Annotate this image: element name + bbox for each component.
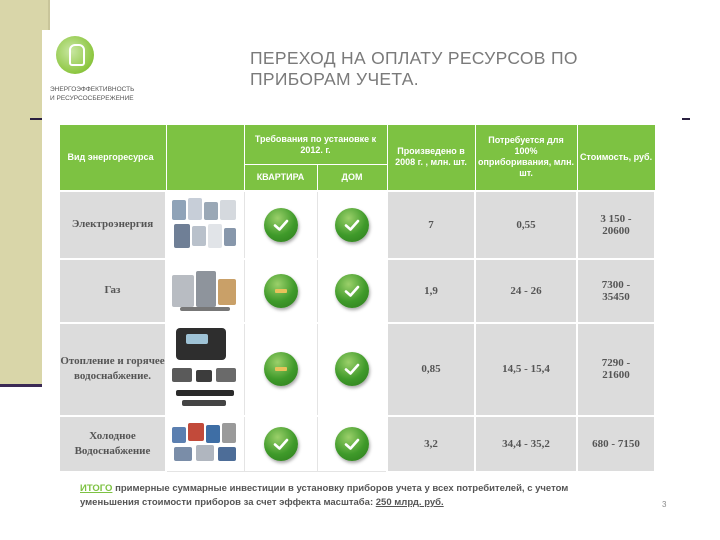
needed-value: 34,4 - 35,2 (475, 416, 577, 472)
resources-table (58, 124, 656, 473)
check-icon (335, 352, 369, 386)
footer-lead: ИТОГО (80, 483, 113, 494)
logo-line-1: ЭНЕРГОЭФФЕКТИВНОСТЬ (50, 86, 135, 93)
table-row (59, 259, 655, 323)
meter-photo (166, 259, 244, 323)
header-resource: Вид энергоресурса (59, 125, 166, 191)
logo-text (50, 86, 150, 103)
footer-amount: 250 млрд. руб. (375, 497, 444, 508)
produced-value: 7 (387, 191, 475, 259)
title-line-2: ПРИБОРАМ УЧЕТА. (250, 69, 419, 89)
logo (46, 34, 146, 110)
house-cell (317, 416, 387, 472)
house-cell (317, 259, 387, 323)
needed-value: 14,5 - 15,4 (475, 323, 577, 416)
slide-title (250, 48, 680, 90)
meter-photo (166, 191, 244, 259)
resource-name: Электроэнергия (59, 191, 166, 259)
footer-summary (80, 482, 620, 510)
produced-value: 3,2 (387, 416, 475, 472)
cost-value (577, 259, 655, 323)
check-icon (335, 274, 369, 308)
apartment-cell (244, 416, 317, 472)
page-number: 3 (662, 500, 667, 509)
resource-name: Отопление и горячее водоснабжение. (59, 323, 166, 416)
meter-photo (166, 323, 244, 416)
apartment-cell (244, 259, 317, 323)
header-apartment: КВАРТИРА (244, 165, 317, 191)
header-photo (166, 125, 244, 191)
produced-value: 1,9 (387, 259, 475, 323)
cost-line-1: 680 - 7150 (592, 437, 640, 450)
water-meters-image (172, 423, 238, 465)
apartment-cell (244, 323, 317, 416)
needed-value: 0,55 (475, 191, 577, 259)
minus-icon (264, 274, 298, 308)
logo-line-2: И РЕСУРСОСБЕРЕЖЕНИЕ (50, 94, 134, 102)
house-cell (317, 191, 387, 259)
header-requirements: Требования по установке к 2012. г. (244, 125, 387, 165)
cost-line-2: 20600 (602, 224, 630, 237)
check-icon (264, 208, 298, 242)
cost-value (577, 416, 655, 472)
cost-line-2: 35450 (602, 290, 630, 303)
gas-meters-image (172, 269, 238, 313)
produced-value: 0,85 (387, 323, 475, 416)
cost-line-1: 7300 - (601, 278, 631, 291)
resource-name: Холодное Водоснабжение (59, 416, 166, 472)
needed-value: 24 - 26 (475, 259, 577, 323)
apartment-cell (244, 191, 317, 259)
cost-line-1: 3 150 - (600, 212, 632, 225)
house-cell (317, 323, 387, 416)
cost-line-1: 7290 - (601, 357, 631, 369)
minus-icon (264, 352, 298, 386)
slide (42, 30, 682, 520)
cost-value (577, 191, 655, 259)
meter-photo (166, 416, 244, 472)
lightbulb-logo-icon (56, 36, 94, 74)
header-needed: Потребуется для 100% оприборивания, млн. шт. (475, 125, 577, 191)
header-produced: Произведено в 2008 г. , млн. шт. (387, 125, 475, 191)
table-row (59, 191, 655, 259)
template-divider-bottom (0, 384, 48, 387)
resource-name: Газ (59, 259, 166, 323)
table-row (59, 416, 655, 472)
title-line-1: ПЕРЕХОД НА ОПЛАТУ РЕСУРСОВ ПО (250, 48, 578, 68)
table-row (59, 323, 655, 416)
header-cost: Стоимость, руб. (577, 125, 655, 191)
check-icon (264, 427, 298, 461)
check-icon (335, 208, 369, 242)
check-icon (335, 427, 369, 461)
template-sidebar (0, 0, 48, 384)
heat-meters-image (172, 328, 238, 410)
header-house: ДОМ (317, 165, 387, 191)
cost-value (577, 323, 655, 416)
cost-line-2: 21600 (602, 369, 630, 381)
footer-text: примерные суммарные инвестиции в установку приборов учета у всех потребителей, с учетом уменьшения стоимости приборов за счет эффекта масштаба: (80, 483, 569, 508)
electric-meters-image (172, 198, 238, 252)
